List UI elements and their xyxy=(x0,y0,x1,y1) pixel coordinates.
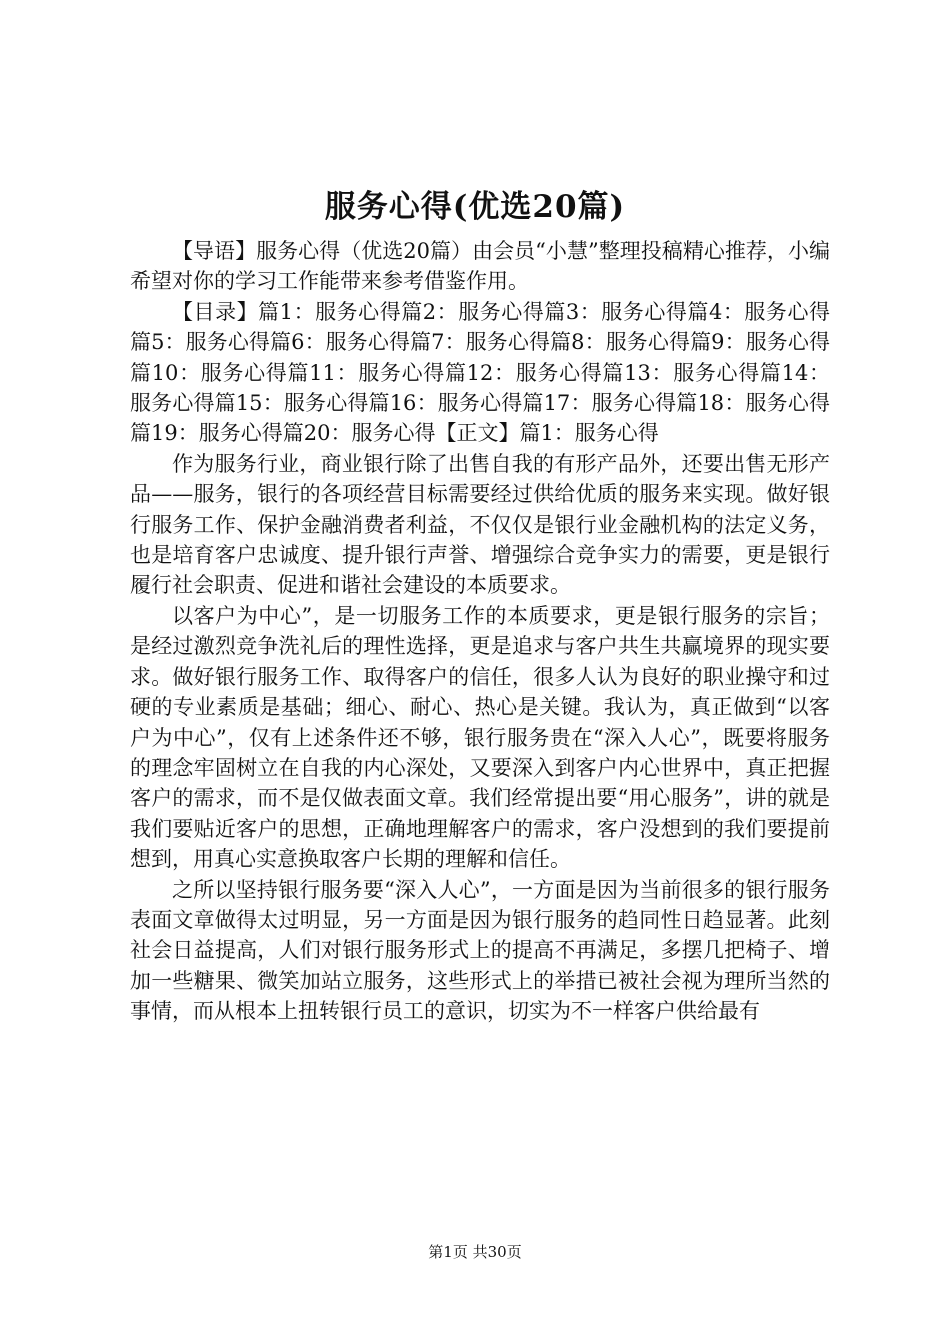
document-title: 服务心得(优选20篇) xyxy=(324,189,626,225)
page-footer: 第1页 共30页 xyxy=(428,1243,522,1261)
body-paragraph: 作为服务行业，商业银行除了出售自我的有形产品外，还要出售无形产品——服务，银行的各项经营目标需要经过供给优质的服务来实现。做好银行服务工作、保护金融消费者利益，不仅仅是银行业金融机构的法定义务，也是培育客户忠诚度、提升银行声誉、增强综合竞争实力的需要，更是银行履行社会职责、促进和谐社会建设的本质要求。 xyxy=(130,451,830,598)
table-of-contents-paragraph: 【目录】篇1：服务心得篇2：服务心得篇3：服务心得篇4：服务心得篇5：服务心得篇6：服务心得篇7：服务心得篇8：服务心得篇9：服务心得篇10：服务心得篇11：服务心得篇12：服务心得篇13：服务心得篇14：服务心得篇15：服务心得篇16：服务心得篇17：服务心得篇18：服务心得篇19：服务心得篇20：服务心得【正文】篇1：服务心得 xyxy=(130,299,830,446)
document-body xyxy=(130,236,830,1027)
intro-paragraph: 【导语】服务心得（优选20篇）由会员“小慧”整理投稿精心推荐，小编希望对你的学习工作能带来参考借鉴作用。 xyxy=(130,239,830,294)
body-paragraph: 以客户为中心”，是一切服务工作的本质要求，更是银行服务的宗旨；是经过激烈竞争洗礼后的理性选择，更是追求与客户共生共赢境界的现实要求。做好银行服务工作、取得客户的信任，很多人认为良好的职业操守和过硬的专业素质是基础；细心、耐心、热心是关键。我认为，真正做到“以客户为中心”，仅有上述条件还不够，银行服务贵在“深入人心”，既要将服务的理念牢固树立在自我的内心深处，又要深入到客户内心世界中，真正把握客户的需求，而不是仅做表面文章。我们经常提出要“用心服务”，讲的就是我们要贴近客户的思想，正确地理解客户的需求，客户没想到的我们要提前想到，用真心实意换取客户长期的理解和信任。 xyxy=(130,603,830,872)
body-paragraph: 之所以坚持银行服务要“深入人心”，一方面是因为当前很多的银行服务表面文章做得太过明显，另一方面是因为银行服务的趋同性日趋显著。此刻社会日益提高，人们对银行服务形式上的提高不再满足，多摆几把椅子、增加一些糖果、微笑加站立服务，这些形式上的举措已被社会视为理所当然的事情，而从根本上扭转银行员工的意识，切实为不一样客户供给最有 xyxy=(130,877,830,1024)
